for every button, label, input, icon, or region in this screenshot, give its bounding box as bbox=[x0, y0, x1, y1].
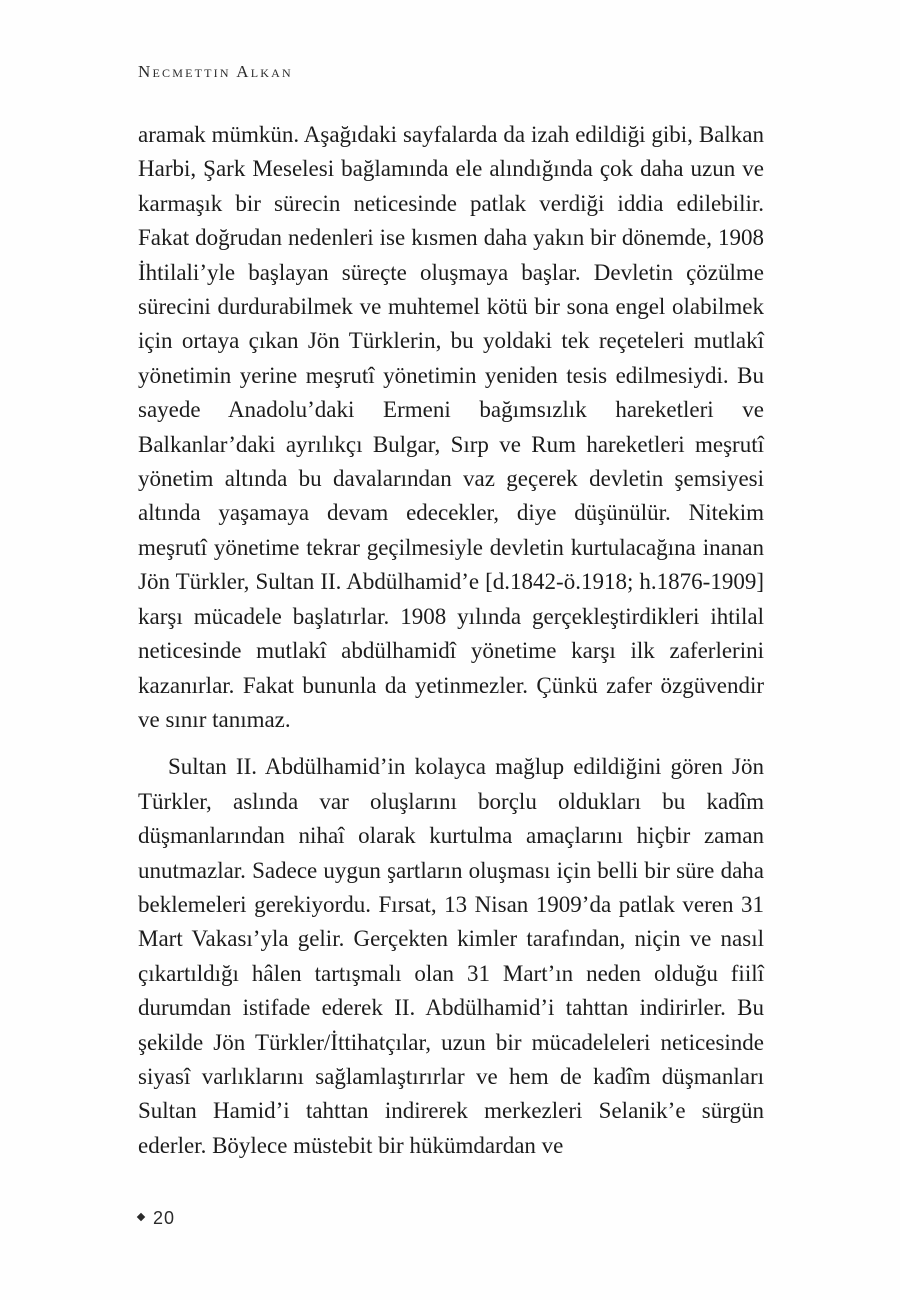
running-head-author: Necmettin Alkan bbox=[138, 62, 293, 81]
page-number: 20 bbox=[153, 1208, 176, 1228]
body-text bbox=[138, 118, 764, 1163]
paragraph-2: Sultan II. Abdülhamid’in kolayca mağlup edildiğini gören Jön Türkler, aslında var oluşlarını borçlu oldukları bu kadîm düşmanlarından nihaî olarak kurtulma amaçlarını hiçbir zaman unutmazlar. Sadece uygun şartların oluşması için belli bir süre daha beklemeleri gerekiyordu. Fırsat, 13 Nisan 1909’da patlak veren 31 Mart Vakası’yla gelir. Gerçekten kimler tarafından, niçin ve nasıl çıkartıldığı hâlen tartışmalı olan 31 Mart’ın neden olduğu fiilî durumdan istifade ederek II. Abdülhamid’i tahttan indirirler. Bu şekilde Jön Türkler/İttihatçılar, uzun bir mücadeleleri neticesinde siyasî varlıklarını sağlamlaştırırlar ve hem de kadîm düşmanları Sultan Hamid’i tahttan indirerek merkezleri Selanik’e sürgün ederler. Böylece müstebit bir hükümdardan ve bbox=[138, 754, 764, 1158]
paragraph-1: aramak mümkün. Aşağıdaki sayfalarda da izah edildiği gibi, Balkan Harbi, Şark Meselesi bağlamında ele alındığında çok daha uzun ve karmaşık bir sürecin neticesinde patlak verdiği iddia edilebilir. Fakat doğrudan nedenleri ise kısmen daha yakın bir dönemde, 1908 İhtilali’yle başlayan süreçte oluşmaya başlar. Devletin çözülme sürecini durdurabilmek ve muhtemel kötü bir sona engel olabilmek için ortaya çıkan Jön Türklerin, bu yoldaki tek reçeteleri mutlakî yönetimin yerine meşrutî yönetimin yeniden tesis edilmesiydi. Bu sayede Anadolu’daki Ermeni bağımsızlık hareketleri ve Balkanlar’daki ayrılıkçı Bulgar, Sırp ve Rum hareketleri meşrutî yönetim altında bu davalarından vaz geçerek devletin şemsiyesi altında yaşamaya devam edecekler, diye düşünülür. Nitekim meşrutî yönetime tekrar geçilmesiyle devletin kurtulacağına inanan Jön Türkler, Sultan II. Abdülhamid’e [d.1842-ö.1918; h.1876-1909] karşı mücadele başlatırlar. 1908 yılında gerçekleştirdikleri ihtilal neticesinde mutlakî abdülhamidî yönetime karşı ilk zaferlerini kazanırlar. Fakat bununla da yetinmezler. Çünkü zafer özgüvendir ve sınır tanımaz. bbox=[138, 122, 764, 732]
diamond-ornament-icon bbox=[137, 1213, 145, 1221]
page-footer bbox=[138, 1208, 175, 1229]
